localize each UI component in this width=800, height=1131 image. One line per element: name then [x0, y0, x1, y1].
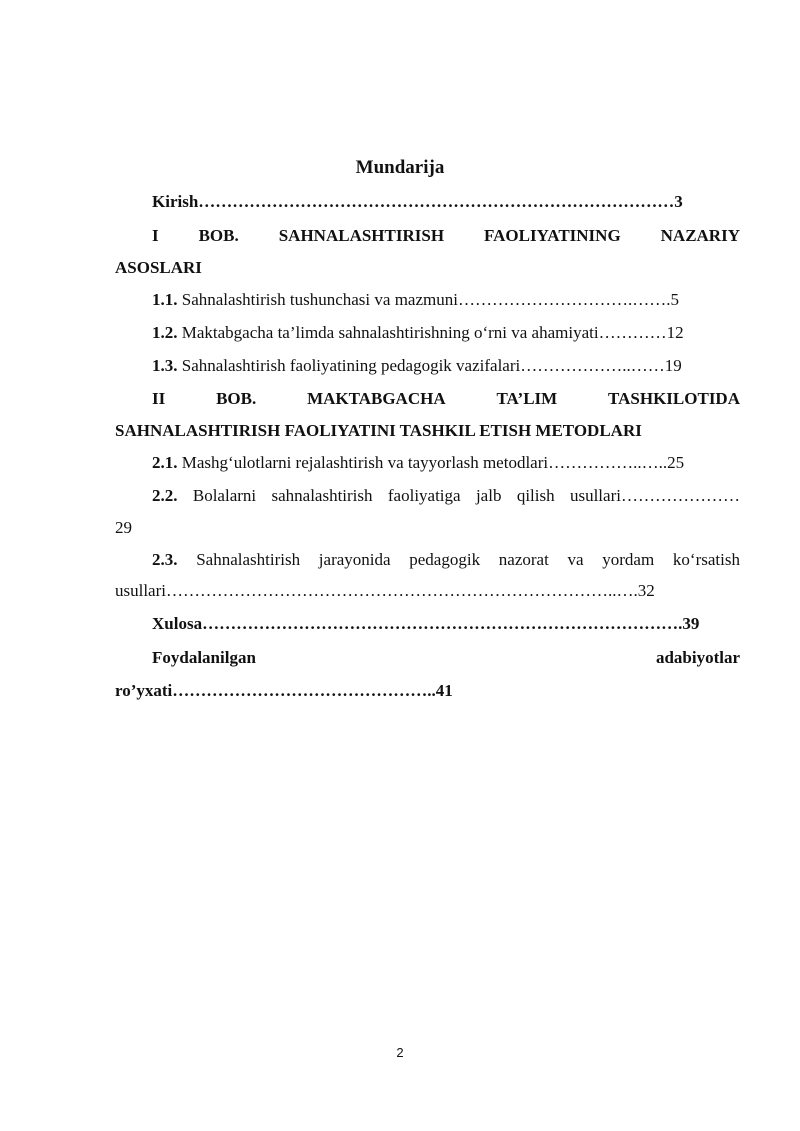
toc-entry-2-1: 2.1. Mashg‘ulotlarni rejalashtirish va tayyorlash metodlari……………..…..25: [152, 453, 685, 472]
toc-entry-2-2-page: 29: [115, 518, 132, 537]
toc-chapter-1-heading: I BOB. SAHNALASHTIRISH FAOLIYATINING NAZARIY: [152, 226, 740, 245]
toc-entry-1-2: 1.2. Maktabgacha ta’limda sahnalashtirishning o‘rni va ahamiyati…………12: [152, 323, 684, 342]
toc-entry-2-3-cont: usullari……………………………………………………………………..….32: [115, 581, 655, 600]
toc-title: Mundarija: [355, 157, 445, 178]
toc-entry-foydalanilgan: Foydalanilgan adabiyotlar: [152, 648, 740, 667]
toc-chapter-2-heading-cont: SAHNALASHTIRISH FAOLIYATINI TASHKIL ETISH METODLARI: [115, 421, 642, 440]
toc-entry-2-3: 2.3. Sahnalashtirish jarayonida pedagogik nazorat va yordam ko‘rsatish: [152, 550, 740, 569]
toc-chapter-1-heading-cont: ASOSLARI: [115, 258, 202, 277]
toc-entry-kirish: Kirish…………………………………………………………………………3: [152, 192, 683, 211]
page-number: 2: [396, 1045, 404, 1060]
toc-entry-foydalanilgan-cont: ro’yxati………………………………………..41: [115, 681, 453, 700]
toc-entry-1-1: 1.1. Sahnalashtirish tushunchasi va mazmuni………………………….…….5: [152, 290, 679, 309]
toc-chapter-2-heading: II BOB. MAKTABGACHA TA’LIM TASHKILOTIDA: [152, 389, 740, 408]
toc-entry-1-3: 1.3. Sahnalashtirish faoliyatining pedagogik vazifalari………………..……19: [152, 356, 682, 375]
toc-entry-xulosa: Xulosa………………………………………………………………………….39: [152, 614, 700, 633]
toc-entry-2-2: 2.2. Bolalarni sahnalashtirish faoliyatiga jalb qilish usullari…………………: [152, 486, 740, 505]
